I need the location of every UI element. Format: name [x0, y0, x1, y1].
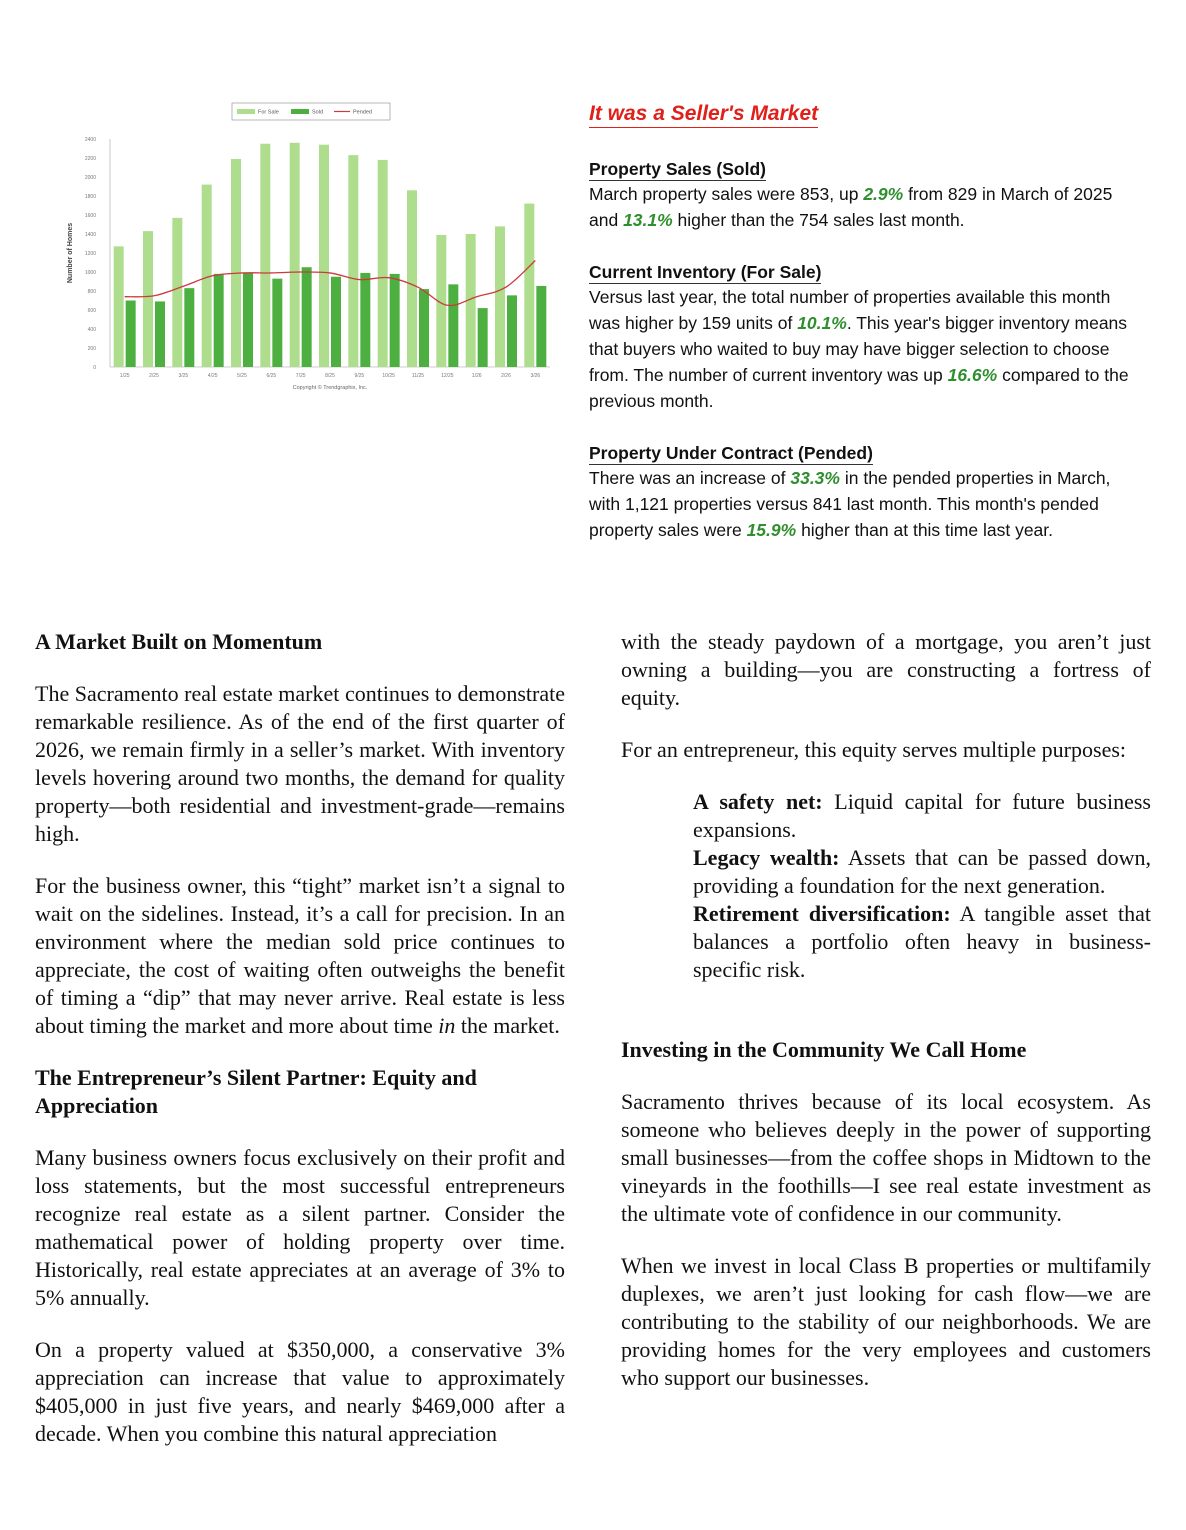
pended-heading: Property Under Contract (Pended)	[589, 443, 873, 463]
x-tick-label: 3/26	[530, 373, 541, 379]
momentum-paragraph-2: For the business owner, this “tight” market isn’t a signal to wait on the sidelines. Instead, it’s a call for precision. In an environment where the median sold price continues to appreciate, the cost of waiting often outweighs the benefit of timing a “dip” that may never arrive. Real estate is less about timing the market and more about time in the market.	[35, 873, 565, 1038]
chart-copyright: Copyright © Trendgraphix, Inc.	[292, 385, 368, 391]
momentum-heading: A Market Built on Momentum	[35, 629, 323, 654]
y-tick-label: 0	[93, 365, 96, 371]
y-tick-label: 1200	[84, 251, 96, 257]
y-tick-label: 1800	[84, 194, 96, 200]
purposes-list	[693, 788, 1151, 984]
pended-text: There was an increase of 33.3% in the pended properties in March, with 1,121 properties versus 841 last month. This month's pended property sales were 15.9% higher than at this time last year.	[589, 468, 1111, 540]
inventory-text: Versus last year, the total number of properties available this month was higher by 159 units of 10.1%. This year's bigger inventory means that buyers who waited to buy may have bigger selection to choose from. The number of current inventory was up 16.6% compared to the previous month.	[589, 287, 1129, 411]
bar-sold	[331, 277, 341, 367]
list-item: Retirement diversification: A tangible asset that balances a portfolio often heavy in business-specific risk.	[693, 901, 1151, 982]
market-chart	[60, 95, 560, 400]
pended-section	[589, 442, 1134, 543]
bar-for-sale	[172, 218, 182, 367]
y-tick-label: 1400	[84, 232, 96, 238]
y-tick-label: 800	[87, 289, 96, 295]
legend-label-sold: Sold	[312, 109, 324, 116]
bar-sold	[184, 288, 194, 367]
bar-sold	[214, 274, 224, 367]
x-tick-label: 11/25	[411, 373, 425, 379]
bar-sold	[272, 279, 282, 367]
pended-pct-1: 33.3%	[790, 468, 840, 488]
market-title: It was a Seller's Market	[589, 101, 818, 128]
x-tick-label: 7/25	[295, 373, 306, 379]
legend-swatch-for-sale	[237, 109, 255, 114]
y-tick-label: 2400	[84, 137, 96, 143]
x-tick-label: 9/25	[354, 373, 365, 379]
bar-for-sale	[348, 155, 358, 367]
pended-pct-2: 15.9%	[746, 520, 797, 540]
y-tick-label: 1600	[84, 213, 96, 219]
x-tick-label: 5/25	[237, 373, 247, 379]
community-heading: Investing in the Community We Call Home	[621, 1037, 1027, 1062]
x-tick-label: 1/25	[119, 373, 130, 379]
inventory-pct-2: 16.6%	[947, 365, 998, 385]
list-item: A safety net: Liquid capital for future business expansions.	[693, 789, 1151, 842]
y-tick-label: 1000	[84, 270, 96, 276]
list-item: Legacy wealth: Assets that can be passed down, providing a foundation for the next generation.	[693, 845, 1151, 898]
x-tick-label: 3/25	[178, 373, 189, 379]
bar-for-sale	[231, 159, 241, 367]
sales-section	[589, 158, 1134, 233]
bar-sold	[126, 301, 136, 368]
x-tick-label: 4/25	[207, 373, 218, 379]
bar-for-sale	[378, 160, 388, 367]
community-paragraph-2: When we invest in local Class B properties or multifamily duplexes, we aren’t just looking for cash flow—we are contributing to the stability of our neighborhoods. We are providing homes for the very employees and customers who support our businesses.	[621, 1253, 1151, 1390]
partner-paragraph-1: Many business owners focus exclusively on their profit and loss statements, but the most successful entrepreneurs recognize real estate as a silent partner. Consider the mathematical power of holding property over time. Historically, real estate appreciates at an average of 3% to 5% annually.	[35, 1145, 565, 1310]
bar-for-sale	[495, 226, 505, 367]
bar-for-sale	[290, 143, 300, 367]
sales-pct-1: 2.9%	[863, 184, 904, 204]
momentum-paragraph-1: The Sacramento real estate market continues to demonstrate remarkable resilience. As of the end of the first quarter of 2026, we remain firmly in a seller’s market. With inventory levels hovering around two months, the demand for quality property—both residential and investment-grade—remains high.	[35, 681, 565, 846]
sales-heading: Property Sales (Sold)	[589, 159, 766, 179]
x-tick-label: 2/25	[149, 373, 159, 379]
y-tick-label: 2000	[84, 175, 96, 181]
x-tick-label: 1/26	[471, 373, 482, 379]
sales-pct-2: 13.1%	[623, 210, 673, 230]
bar-sold	[478, 308, 488, 367]
bar-for-sale	[524, 204, 534, 367]
y-tick-label: 600	[87, 308, 96, 314]
sales-text: March property sales were 853, up 2.9% from 829 in March of 2025 and 13.1% higher than the 754 sales last month.	[589, 184, 1113, 230]
community-paragraph-1: Sacramento thrives because of its local ecosystem. As someone who believes deeply in the power of supporting small businesses—from the coffee shops in Midtown to the vineyards in the foothills—I see real estate investment as the ultimate vote of confidence in our community.	[621, 1089, 1151, 1226]
legend-swatch-sold	[291, 109, 309, 114]
bar-sold	[536, 286, 546, 367]
y-axis-label: Number of Homes	[67, 222, 74, 284]
bar-sold	[243, 273, 253, 367]
inventory-pct-1: 10.1%	[797, 313, 847, 333]
partner-heading: The Entrepreneur’s Silent Partner: Equity and Appreciation	[35, 1065, 477, 1118]
x-tick-label: 8/25	[325, 373, 335, 379]
bar-sold	[390, 274, 400, 367]
bar-sold	[360, 273, 370, 367]
bar-for-sale	[407, 190, 417, 367]
x-tick-label: 12/25	[441, 373, 454, 379]
bar-for-sale	[260, 144, 270, 367]
bar-for-sale	[114, 246, 124, 367]
y-tick-label: 400	[87, 327, 96, 333]
y-tick-label: 200	[87, 346, 96, 352]
bar-sold	[155, 301, 165, 367]
bar-sold	[302, 267, 312, 367]
inventory-heading: Current Inventory (For Sale)	[589, 262, 822, 282]
bar-for-sale	[319, 145, 329, 367]
bar-for-sale	[143, 231, 153, 367]
bar-sold	[507, 295, 517, 367]
x-tick-label: 2/26	[501, 373, 511, 379]
x-tick-label: 10/25	[382, 373, 395, 379]
partner-paragraph-2: On a property valued at $350,000, a conservative 3% appreciation can increase that value to approximately $405,000 in just five years, and nearly $469,000 after a decade. When you combine this natural appreciation	[35, 1337, 565, 1446]
bar-sold	[448, 284, 458, 367]
x-tick-label: 6/25	[266, 373, 277, 379]
left-column	[35, 628, 565, 1472]
purposes-intro: For an entrepreneur, this equity serves multiple purposes:	[621, 737, 1127, 762]
bar-sold	[419, 289, 429, 367]
y-tick-label: 2200	[84, 156, 96, 162]
legend-label-pended: Pended	[353, 109, 372, 116]
right-column	[621, 628, 1151, 1416]
inventory-section	[589, 261, 1134, 414]
equity-paragraph: with the steady paydown of a mortgage, you aren’t just owning a building—you are constructing a fortress of equity.	[621, 629, 1151, 710]
legend-label-for-sale: For Sale	[258, 109, 279, 116]
